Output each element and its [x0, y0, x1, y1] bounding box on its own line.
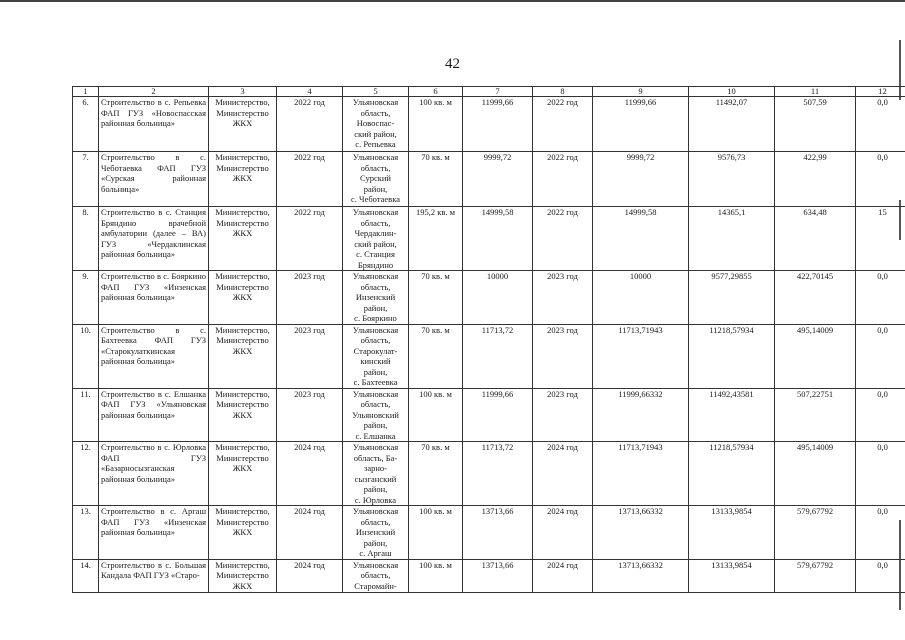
project-name-cell: Строительство в с. Репьевка ФАП ГУЗ «Новоспасская районная больница»	[99, 97, 209, 152]
estimated-cost-cell: 10000	[463, 271, 533, 325]
location-cell: Ульяновская область, Старомайн-	[343, 559, 409, 592]
column-header: 12	[856, 87, 905, 97]
federal-funding-cell: 13133,9854	[689, 559, 775, 592]
total-funding-cell: 11999,66332	[593, 388, 689, 442]
completion-year-cell: 2022 год	[533, 152, 593, 207]
other-funding-cell: 0,0	[856, 559, 905, 592]
location-cell: Ульяновская область, Чердаклин- ский район, с. Станция Бряндино	[343, 207, 409, 271]
column-header: 9	[593, 87, 689, 97]
table-row	[73, 442, 905, 506]
federal-funding-cell: 11492,43581	[689, 388, 775, 442]
estimated-cost-cell: 13713,66	[463, 559, 533, 592]
table-row	[73, 152, 905, 207]
start-year-cell: 2023 год	[277, 388, 343, 442]
start-year-cell: 2022 год	[277, 97, 343, 152]
column-header: 4	[277, 87, 343, 97]
total-funding-cell: 11713,71943	[593, 442, 689, 506]
row-number-cell: 13.	[73, 506, 99, 560]
responsible-agency-cell: Министерство, Министерство ЖКХ	[209, 559, 277, 592]
start-year-cell: 2024 год	[277, 559, 343, 592]
capacity-cell: 100 кв. м	[409, 506, 463, 560]
federal-funding-cell: 14365,1	[689, 207, 775, 271]
location-cell: Ульяновская область, Инзенский район, с. Аргаш	[343, 506, 409, 560]
responsible-agency-cell: Министерство, Министерство ЖКХ	[209, 97, 277, 152]
estimated-cost-cell: 9999,72	[463, 152, 533, 207]
completion-year-cell: 2022 год	[533, 207, 593, 271]
row-number-cell: 8.	[73, 207, 99, 271]
capacity-cell: 100 кв. м	[409, 388, 463, 442]
column-header: 11	[775, 87, 856, 97]
row-number-cell: 9.	[73, 271, 99, 325]
project-name-cell: Строительство в с. Большая Кандала ФАП ГУЗ «Старо-	[99, 559, 209, 592]
regional-funding-cell: 495,14009	[775, 324, 856, 388]
regional-funding-cell: 634,48	[775, 207, 856, 271]
capacity-cell: 70 кв. м	[409, 271, 463, 325]
other-funding-cell: 15	[856, 207, 905, 271]
start-year-cell: 2022 год	[277, 207, 343, 271]
completion-year-cell: 2023 год	[533, 388, 593, 442]
row-number-cell: 10.	[73, 324, 99, 388]
regional-funding-cell: 507,59	[775, 97, 856, 152]
project-name-cell: Строительство в с. Чеботаевка ФАП ГУЗ «Сурская районная больница»	[99, 152, 209, 207]
location-cell: Ульяновская область, Старокулат- кинский район, с. Бахтеевка	[343, 324, 409, 388]
column-header: 3	[209, 87, 277, 97]
responsible-agency-cell: Министерство, Министерство ЖКХ	[209, 506, 277, 560]
other-funding-cell: 0,0	[856, 324, 905, 388]
project-name-cell: Строительство в с. Бояркино ФАП ГУЗ «Инзенская районная больница»	[99, 271, 209, 325]
row-number-cell: 7.	[73, 152, 99, 207]
column-header: 6	[409, 87, 463, 97]
completion-year-cell: 2024 год	[533, 559, 593, 592]
federal-funding-cell: 11218,57934	[689, 324, 775, 388]
federal-funding-cell: 11492,07	[689, 97, 775, 152]
total-funding-cell: 9999,72	[593, 152, 689, 207]
table-row	[73, 271, 905, 325]
column-header: 1	[73, 87, 99, 97]
table-row	[73, 207, 905, 271]
completion-year-cell: 2024 год	[533, 506, 593, 560]
estimated-cost-cell: 11713,72	[463, 442, 533, 506]
estimated-cost-cell: 11999,66	[463, 97, 533, 152]
estimated-cost-cell: 14999,58	[463, 207, 533, 271]
capacity-cell: 70 кв. м	[409, 442, 463, 506]
location-cell: Ульяновская область, Инзенский район, с. Бояркино	[343, 271, 409, 325]
total-funding-cell: 11999,66	[593, 97, 689, 152]
row-number-cell: 14.	[73, 559, 99, 592]
start-year-cell: 2024 год	[277, 506, 343, 560]
location-cell: Ульяновская область, Новоспас- ский район, с. Репьевка	[343, 97, 409, 152]
start-year-cell: 2023 год	[277, 271, 343, 325]
start-year-cell: 2024 год	[277, 442, 343, 506]
page-number: 42	[445, 56, 460, 72]
capacity-cell: 100 кв. м	[409, 97, 463, 152]
federal-funding-cell: 9577,29855	[689, 271, 775, 325]
other-funding-cell: 0,0	[856, 388, 905, 442]
responsible-agency-cell: Министерство, Министерство ЖКХ	[209, 271, 277, 325]
table-row	[73, 324, 905, 388]
table-row	[73, 559, 905, 592]
estimated-cost-cell: 11713,72	[463, 324, 533, 388]
other-funding-cell: 0,0	[856, 97, 905, 152]
federal-funding-cell: 9576,73	[689, 152, 775, 207]
column-header: 2	[99, 87, 209, 97]
column-header: 8	[533, 87, 593, 97]
federal-funding-cell: 13133,9854	[689, 506, 775, 560]
project-name-cell: Строительство в с. Елшанка ФАП ГУЗ «Ульяновская районная больница»	[99, 388, 209, 442]
project-name-cell: Строительство в с. Юрловка ФАП ГУЗ «Базарносызганская районная больница»	[99, 442, 209, 506]
other-funding-cell: 0,0	[856, 506, 905, 560]
location-cell: Ульяновская область, Ульяновский район, с. Елшанка	[343, 388, 409, 442]
row-number-cell: 11.	[73, 388, 99, 442]
start-year-cell: 2023 год	[277, 324, 343, 388]
total-funding-cell: 13713,66332	[593, 506, 689, 560]
regional-funding-cell: 579,67792	[775, 506, 856, 560]
estimated-cost-cell: 13713,66	[463, 506, 533, 560]
total-funding-cell: 13713,66332	[593, 559, 689, 592]
table-row	[73, 506, 905, 560]
estimated-cost-cell: 11999,66	[463, 388, 533, 442]
capacity-cell: 70 кв. м	[409, 152, 463, 207]
column-header: 5	[343, 87, 409, 97]
capacity-cell: 195,2 кв. м	[409, 207, 463, 271]
total-funding-cell: 11713,71943	[593, 324, 689, 388]
start-year-cell: 2022 год	[277, 152, 343, 207]
location-cell: Ульяновская область, Сурский район, с. Чеботаевка	[343, 152, 409, 207]
other-funding-cell: 0,0	[856, 271, 905, 325]
table-row	[73, 97, 905, 152]
completion-year-cell: 2022 год	[533, 97, 593, 152]
row-number-cell: 6.	[73, 97, 99, 152]
project-name-cell: Строительство в с. Станция Бряндино врачебной амбулатории (далее – ВА) ГУЗ «Чердаклинская районная больница»	[99, 207, 209, 271]
column-header: 7	[463, 87, 533, 97]
completion-year-cell: 2023 год	[533, 324, 593, 388]
regional-funding-cell: 579,67792	[775, 559, 856, 592]
total-funding-cell: 14999,58	[593, 207, 689, 271]
responsible-agency-cell: Министерство, Министерство ЖКХ	[209, 152, 277, 207]
completion-year-cell: 2024 год	[533, 442, 593, 506]
regional-funding-cell: 422,70145	[775, 271, 856, 325]
other-funding-cell: 0,0	[856, 152, 905, 207]
regional-funding-cell: 422,99	[775, 152, 856, 207]
capacity-cell: 70 кв. м	[409, 324, 463, 388]
responsible-agency-cell: Министерство, Министерство ЖКХ	[209, 324, 277, 388]
table-row	[73, 388, 905, 442]
project-name-cell: Строительство в с. Аргаш ФАП ГУЗ «Инзенская районная больница»	[99, 506, 209, 560]
regional-funding-cell: 507,22751	[775, 388, 856, 442]
responsible-agency-cell: Министерство, Министерство ЖКХ	[209, 388, 277, 442]
other-funding-cell: 0,0	[856, 442, 905, 506]
column-header: 10	[689, 87, 775, 97]
total-funding-cell: 10000	[593, 271, 689, 325]
capacity-cell: 100 кв. м	[409, 559, 463, 592]
scan-top-edge	[0, 0, 905, 2]
completion-year-cell: 2023 год	[533, 271, 593, 325]
location-cell: Ульяновская область, Ба- зарно- сызганский район, с. Юрловка	[343, 442, 409, 506]
federal-funding-cell: 11218,57934	[689, 442, 775, 506]
construction-table	[72, 86, 905, 593]
table-header-row	[73, 87, 905, 97]
responsible-agency-cell: Министерство, Министерство ЖКХ	[209, 442, 277, 506]
project-name-cell: Строительство в с. Бахтеевка ФАП ГУЗ «Старокулаткинская районная больница»	[99, 324, 209, 388]
regional-funding-cell: 495,14009	[775, 442, 856, 506]
responsible-agency-cell: Министерство, Министерство ЖКХ	[209, 207, 277, 271]
row-number-cell: 12.	[73, 442, 99, 506]
